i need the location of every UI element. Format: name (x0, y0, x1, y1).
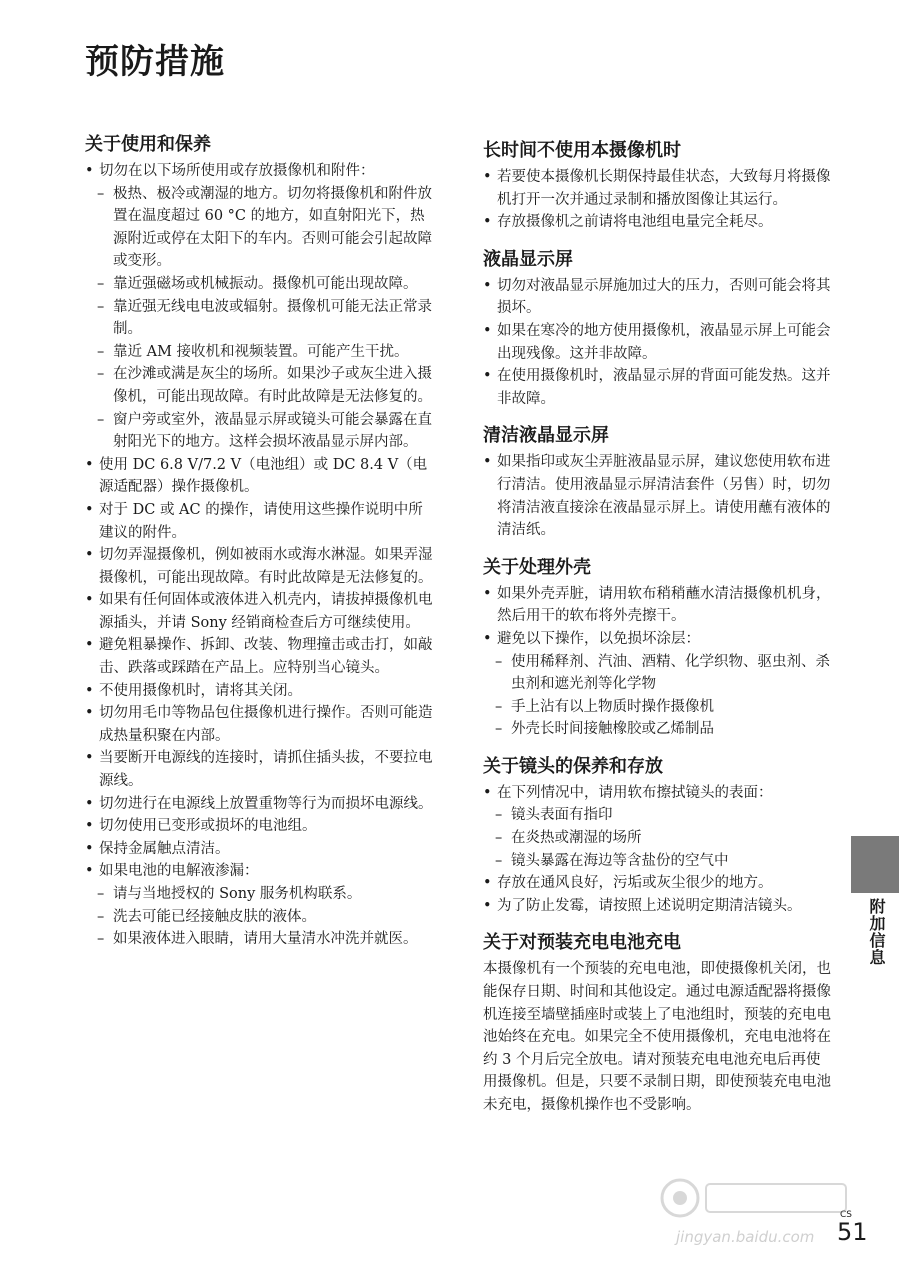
list-subitem: – 窗户旁或室外，液晶显示屏或镜头可能会暴露在直射阳光下的地方。这样会损坏液晶显示屏内部。 (85, 409, 435, 454)
list-item: • 如果外壳弄脏，请用软布稍稍蘸水清洁摄像机机身，然后用干的软布将外壳擦干。 (483, 583, 833, 628)
list-item: • 如果指印或灰尘弄脏液晶显示屏，建议您使用软布进行清洁。使用液晶显示屏清洁套件（另售）时，切勿将清洁液直接涂在液晶显示屏上。请使用蘸有液体的清洁纸。 (483, 451, 833, 541)
side-tab-marker (851, 836, 899, 893)
list-subitem: – 靠近强磁场或机械振动。摄像机可能出现故障。 (85, 273, 435, 296)
list-item: • 若要使本摄像机长期保持最佳状态，大致每月将摄像机打开一次并通过录制和播放图像让其运行。 (483, 166, 833, 211)
list-item: • 为了防止发霉，请按照上述说明定期清洁镜头。 (483, 895, 833, 918)
section-lens (483, 754, 833, 918)
list-item: • 对于 DC 或 AC 的操作，请使用这些操作说明中所建议的附件。 (85, 499, 435, 544)
list-subitem: – 镜头表面有指印 (483, 804, 833, 827)
section-casing (483, 555, 833, 741)
list-item: • 存放摄像机之前请将电池组电量完全耗尽。 (483, 211, 833, 234)
section-lcd (483, 247, 833, 411)
list-item: • 如果在寒冷的地方使用摄像机，液晶显示屏上可能会出现残像。这并非故障。 (483, 320, 833, 365)
watermark (640, 1170, 860, 1250)
list-subitem: – 靠近 AM 接收机和视频装置。可能产生干扰。 (85, 341, 435, 364)
list-item: • 避免以下操作，以免损坏涂层： (483, 628, 833, 651)
section-heading: 液晶显示屏 (483, 248, 573, 270)
list-subitem: – 手上沾有以上物质时操作摄像机 (483, 696, 833, 719)
list-subitem: – 使用稀释剂、汽油、酒精、化学织物、驱虫剂、杀虫剂和遮光剂等化学物 (483, 651, 833, 696)
section-heading: 关于对预装充电电池充电 (483, 932, 681, 954)
section-heading: 关于处理外壳 (483, 556, 591, 578)
list-subitem: – 在沙滩或满是灰尘的场所。如果沙子或灰尘进入摄像机，可能出现故障。有时此故障是无法修复的。 (85, 363, 435, 408)
section-usage-care (85, 132, 435, 951)
left-column (85, 132, 435, 964)
list-item: • 切勿用毛巾等物品包住摄像机进行操作。否则可能造成热量积聚在内部。 (85, 702, 435, 747)
list-item: • 不使用摄像机时，请将其关闭。 (85, 680, 435, 703)
list-item: • 切勿进行在电源线上放置重物等行为而损坏电源线。 (85, 793, 435, 816)
section-heading: 关于镜头的保养和存放 (483, 755, 663, 777)
list-item: • 保持金属触点清洁。 (85, 838, 435, 861)
list-subitem: – 外壳长时间接触橡胶或乙烯制品 (483, 718, 833, 741)
section-heading: 关于使用和保养 (85, 134, 211, 155)
section-long-storage (483, 138, 833, 234)
list-item: • 使用 DC 6.8 V/7.2 V（电池组）或 DC 8.4 V（电源适配器）操作摄像机。 (85, 454, 435, 499)
page-language-code: CS (840, 1210, 852, 1220)
lens-list (483, 782, 833, 918)
list-item: • 在使用摄像机时，液晶显示屏的背面可能发热。这并非故障。 (483, 365, 833, 410)
list-subitem: – 靠近强无线电电波或辐射。摄像机可能无法正常录制。 (85, 296, 435, 341)
section-lcd-cleaning (483, 423, 833, 541)
list-item: • 切勿弄湿摄像机，例如被雨水或海水淋湿。如果弄湿摄像机，可能出现故障。有时此故障是无法修复的。 (85, 544, 435, 589)
list-item: • 切勿在以下场所使用或存放摄像机和附件： (85, 160, 435, 183)
list-item: • 如果有任何固体或液体进入机壳内，请拔掉摄像机电源插头，并请 Sony 经销商检查后方可继续使用。 (85, 589, 435, 634)
lcd-cleaning-list (483, 451, 833, 541)
list-item: • 避免粗暴操作、拆卸、改装、物理撞击或击打，如敲击、跌落或踩踏在产品上。应特别当心镜头。 (85, 634, 435, 679)
page-title: 预防措施 (85, 42, 225, 82)
list-item: • 切勿使用已变形或损坏的电池组。 (85, 815, 435, 838)
list-item: • 如果电池的电解液渗漏： (85, 860, 435, 883)
watermark-text: jingyan.baidu.com (676, 1228, 815, 1246)
right-column (483, 138, 833, 1130)
list-subitem: – 在炎热或潮湿的场所 (483, 827, 833, 850)
side-tab-label: 附加信息 (867, 898, 886, 966)
battery-paragraph: 本摄像机有一个预装的充电电池，即使摄像机关闭，也能保存日期、时间和其他设定。通过电源适配器将摄像机连接至墙壁插座时或装上了电池组时，预装的充电电池始终在充电。如果完全不使用摄像机，充电电池将在约 3 个月后完全放电。请对预装充电电池充电后再使用摄像机。但是，只要不录制日期，即使预装充电电池未充电，摄像机操作也不受影响。 (483, 961, 831, 1113)
watermark-logo-icon (640, 1170, 860, 1230)
long-storage-list (483, 166, 833, 234)
list-subitem: – 洗去可能已经接触皮肤的液体。 (85, 906, 435, 929)
usage-care-list (85, 160, 435, 951)
list-item: • 当要断开电源线的连接时，请抓住插头拔，不要拉电源线。 (85, 747, 435, 792)
list-subitem: – 如果液体进入眼睛，请用大量清水冲洗并就医。 (85, 928, 435, 951)
list-subitem: – 请与当地授权的 Sony 服务机构联系。 (85, 883, 435, 906)
list-item: • 切勿对液晶显示屏施加过大的压力，否则可能会将其损坏。 (483, 275, 833, 320)
list-item: • 存放在通风良好，污垢或灰尘很少的地方。 (483, 872, 833, 895)
list-item: • 在下列情况中，请用软布擦拭镜头的表面： (483, 782, 833, 805)
page-number: 51 (837, 1218, 868, 1246)
list-subitem: – 极热、极冷或潮湿的地方。切勿将摄像机和附件放置在温度超过 60 °C 的地方，如直射阳光下，热源附近或停在太阳下的车内。否则可能会引起故障或变形。 (85, 183, 435, 273)
section-heading: 长时间不使用本摄像机时 (483, 140, 681, 161)
lcd-list (483, 275, 833, 411)
section-battery (483, 930, 833, 1116)
section-heading: 清洁液晶显示屏 (483, 425, 609, 447)
casing-list (483, 583, 833, 741)
list-subitem: – 镜头暴露在海边等含盐份的空气中 (483, 850, 833, 873)
